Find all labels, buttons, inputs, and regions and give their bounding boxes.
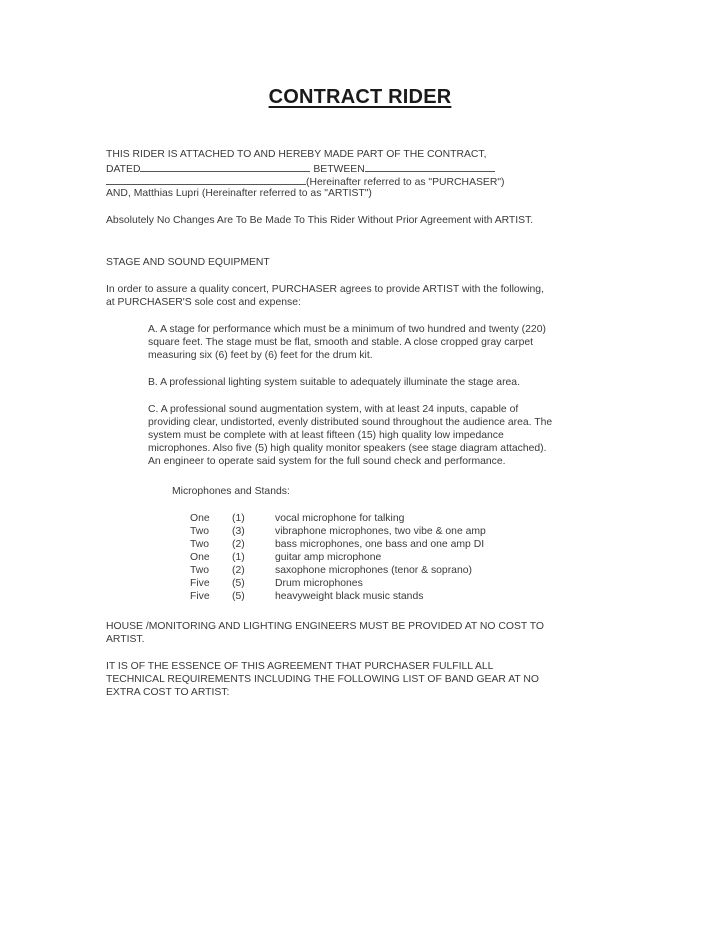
- mic-description: guitar amp microphone: [275, 552, 382, 563]
- item-c-line-5: An engineer to operate said system for the full sound check and performance.: [148, 456, 506, 467]
- preamble-line-1: THIS RIDER IS ATTACHED TO AND HEREBY MADE PART OF THE CONTRACT,: [106, 149, 487, 160]
- intro-line-1: In order to assure a quality concert, PURCHASER agrees to provide ARTIST with the following,: [106, 284, 544, 295]
- mic-quantity: Two: [190, 539, 210, 550]
- item-a-line-3: measuring six (6) feet by (6) feet for the drum kit.: [148, 350, 373, 361]
- mic-number: (1): [232, 552, 245, 563]
- item-b-line-1: B. A professional lighting system suitable to adequately illuminate the stage area.: [148, 377, 520, 388]
- mic-quantity: One: [190, 513, 210, 524]
- mic-number: (2): [232, 565, 245, 576]
- mic-number: (2): [232, 539, 245, 550]
- dated-blank: [140, 161, 310, 172]
- item-c-line-3: system must be complete with at least fifteen (15) high quality low impedance: [148, 430, 504, 441]
- house-engineers-line-2: ARTIST.: [106, 634, 145, 645]
- mic-quantity: Five: [190, 578, 210, 589]
- between-label: BETWEEN: [313, 164, 365, 175]
- mic-number: (3): [232, 526, 245, 537]
- section-heading-stage-sound: STAGE AND SOUND EQUIPMENT: [106, 257, 270, 268]
- mic-quantity: Five: [190, 591, 210, 602]
- mic-description: heavyweight black music stands: [275, 591, 424, 602]
- item-a-line-2: square feet. The stage must be flat, smooth and stable. A close cropped gray carpet: [148, 337, 534, 348]
- document-title: CONTRACT RIDER: [268, 86, 452, 108]
- purchaser-reference: (Hereinafter referred to as "PURCHASER"): [306, 177, 505, 188]
- purchaser-blank: [106, 174, 306, 185]
- between-blank: [365, 161, 495, 172]
- item-c-line-4: microphones. Also five (5) high quality monitor speakers (see stage diagram attached).: [148, 443, 547, 454]
- essence-line-1: IT IS OF THE ESSENCE OF THIS AGREEMENT THAT PURCHASER FULFILL ALL: [106, 661, 494, 672]
- no-changes-notice: Absolutely No Changes Are To Be Made To This Rider Without Prior Agreement with ARTIST.: [106, 215, 534, 226]
- mic-description: Drum microphones: [275, 578, 363, 589]
- intro-line-2: at PURCHASER'S sole cost and expense:: [106, 297, 301, 308]
- mic-quantity: Two: [190, 526, 210, 537]
- item-a-line-1: A. A stage for performance which must be a minimum of two hundred and twenty (220): [148, 324, 546, 335]
- preamble-artist-line: AND, Matthias Lupri (Hereinafter referred to as "ARTIST"): [106, 188, 372, 199]
- essence-line-3: EXTRA COST TO ARTIST:: [106, 687, 230, 698]
- item-c-line-2: providing clear, undistorted, evenly distributed sound throughout the audience area. The: [148, 417, 553, 428]
- mic-description: vocal microphone for talking: [275, 513, 405, 524]
- item-c-line-1: C. A professional sound augmentation system, with at least 24 inputs, capable of: [148, 404, 519, 415]
- mic-description: bass microphones, one bass and one amp DI: [275, 539, 485, 550]
- essence-line-2: TECHNICAL REQUIREMENTS INCLUDING THE FOLLOWING LIST OF BAND GEAR AT NO: [106, 674, 540, 685]
- mic-quantity: Two: [190, 565, 210, 576]
- mic-description: saxophone microphones (tenor & soprano): [275, 565, 472, 576]
- mic-description: vibraphone microphones, two vibe & one amp: [275, 526, 486, 537]
- mic-quantity: One: [190, 552, 210, 563]
- dated-label: DATED: [106, 164, 141, 175]
- house-engineers-line-1: HOUSE /MONITORING AND LIGHTING ENGINEERS MUST BE PROVIDED AT NO COST TO: [106, 621, 545, 632]
- mic-number: (5): [232, 578, 245, 589]
- mic-number: (5): [232, 591, 245, 602]
- mic-number: (1): [232, 513, 245, 524]
- microphones-heading: Microphones and Stands:: [172, 486, 290, 497]
